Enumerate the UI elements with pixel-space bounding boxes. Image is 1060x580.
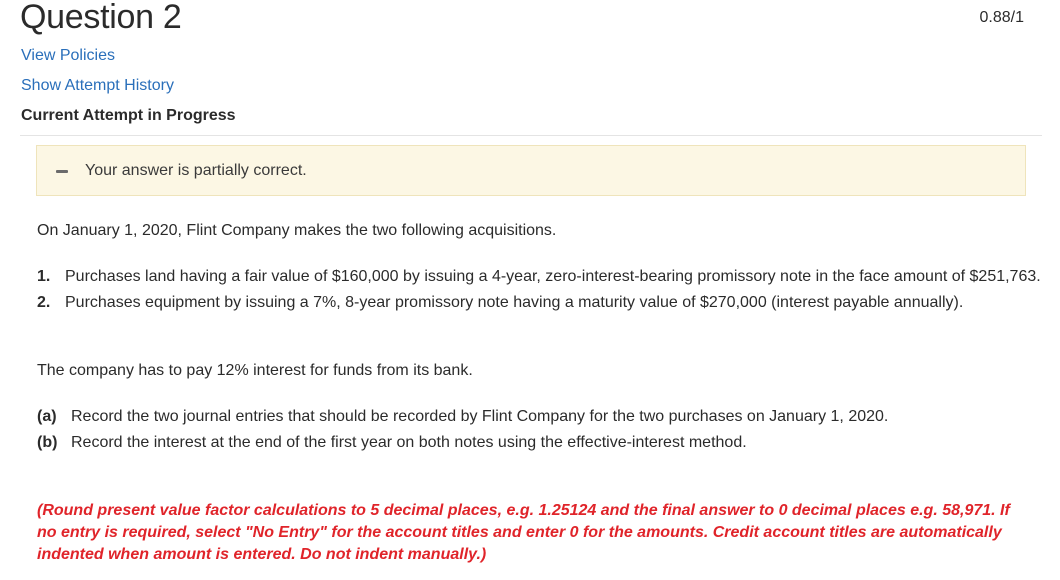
- rounding-instructions: (Round present value factor calculations to 5 decimal places, e.g. 1.25124 and the final answer to 0 decimal places e.g. 58,971. If no entry is required, select "No Entry" for the account titles and enter 0 for the amounts. Credit account titles are automatically indented when amount is entered. Do not indent manually.): [37, 502, 1010, 563]
- problem-intro: On January 1, 2020, Flint Company makes the two following acquisitions.: [37, 222, 557, 239]
- feedback-banner: [36, 145, 1026, 196]
- partial-correct-icon: [56, 170, 68, 173]
- list-item-text: Purchases land having a fair value of $160,000 by issuing a 4-year, zero-interest-bearing promissory note in the face amount of $251,763.: [65, 268, 1041, 285]
- list-item: [37, 294, 963, 312]
- show-attempt-history-link[interactable]: Show Attempt History: [21, 77, 174, 94]
- list-item-text: Purchases equipment by issuing a 7%, 8-year promissory note having a maturity value of $270,000 (interest payable annually).: [65, 294, 964, 311]
- view-policies-link[interactable]: View Policies: [21, 47, 115, 64]
- attempt-status: Current Attempt in Progress: [21, 107, 236, 124]
- part-text: Record the interest at the end of the first year on both notes using the effective-interest method.: [71, 434, 747, 451]
- part-item: [37, 434, 747, 452]
- list-item-marker: 1.: [37, 268, 51, 285]
- list-item-marker: 2.: [37, 294, 51, 311]
- feedback-message: Your answer is partially correct.: [85, 162, 307, 179]
- part-marker: (b): [37, 434, 58, 451]
- divider: [20, 135, 1042, 136]
- score-display: 0.88/1: [979, 9, 1024, 26]
- part-text: Record the two journal entries that should be recorded by Flint Company for the two purchases on January 1, 2020.: [71, 408, 889, 425]
- page-title: Question 2: [20, 0, 182, 36]
- interest-note: The company has to pay 12% interest for funds from its bank.: [37, 362, 473, 379]
- part-marker: (a): [37, 408, 57, 425]
- part-item: [37, 408, 888, 426]
- list-item: [37, 268, 1041, 286]
